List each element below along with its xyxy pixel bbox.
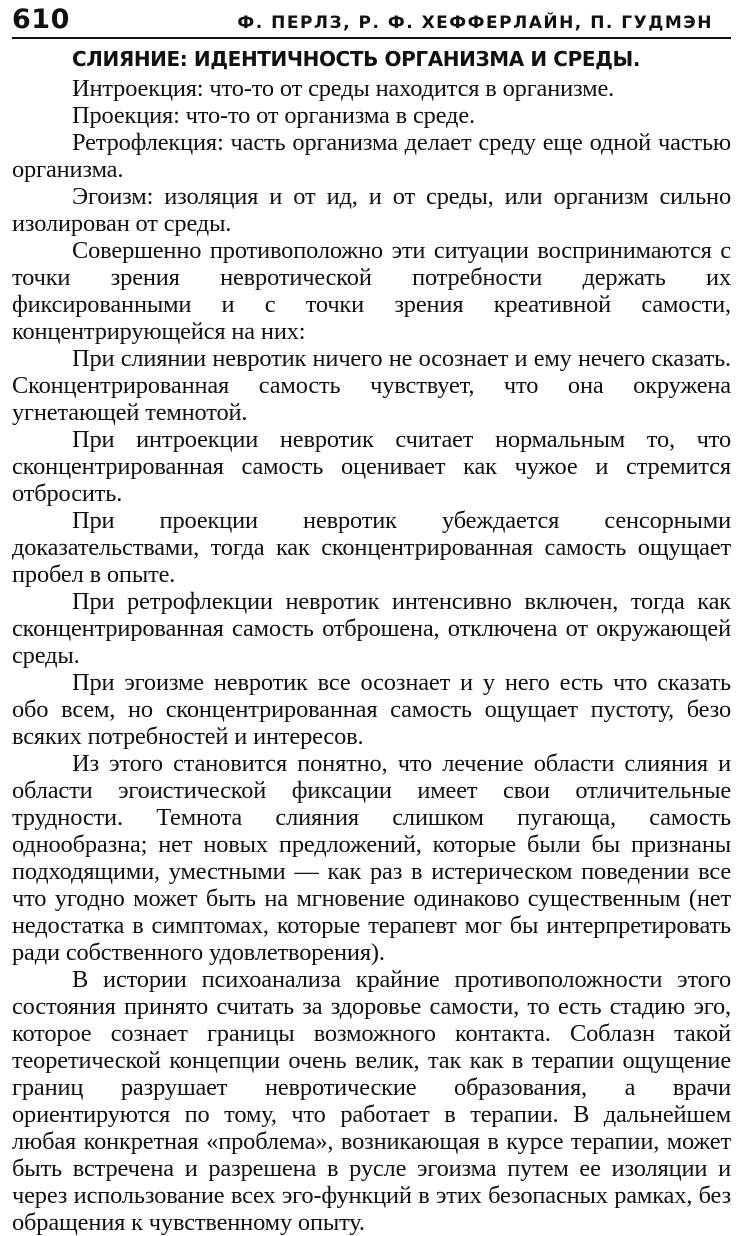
body-text <box>12 75 731 1236</box>
paragraph-introjection: Интроекция: что-то от среды находится в организме. <box>72 75 615 102</box>
page-number: 610 <box>12 4 70 35</box>
paragraph-retroflection-neurotic: При ретрофлекции невротик интенсивно включен, тогда как сконцентрированная самость отброшена, отключена от окружающей среды. <box>12 588 731 669</box>
paragraph-treatment: Из этого становится понятно, что лечение области слияния и области эгоистической фиксации имеет свои отличительные трудности. Темнота слияния слишком пугающа, самость однообразна; нет новых предложений, которые были бы признаны подходящими, уместными — как раз в истерическом поведении все что угодно может быть на мгновение одинаково существенным (нет недостатка в симптомах, которые терапевт мог бы интерпретировать ради собственного удовлетворения). <box>12 750 731 966</box>
paragraph-projection: Проекция: что-то от организма в среде. <box>72 102 475 129</box>
paragraph-confluence: При слиянии невротик ничего не осознает и ему нечего сказать. Сконцентрированная самость чувствует, что она окружена угнетающей темнотой. <box>12 345 731 426</box>
paragraph-projection-neurotic: При проекции невротик убеждается сенсорными доказательствами, тогда как сконцентрированная самость ощущает пробел в опыте. <box>12 507 731 588</box>
section-heading: СЛИЯНИЕ: ИДЕНТИЧНОСТЬ ОРГАНИЗМА И СРЕДЫ. <box>72 47 641 71</box>
paragraph-egotism: Эгоизм: изоляция и от ид, и от среды, или организм сильно изолирован от среды. <box>12 183 731 237</box>
paragraph-retroflection: Ретрофлекция: часть организма делает среду еще одной частью организма. <box>12 129 731 183</box>
running-header-authors: Ф. ПЕРЛЗ, Р. Ф. ХЕФФЕРЛАЙН, П. ГУДМЭН <box>237 13 713 33</box>
running-header <box>12 0 731 39</box>
paragraph-introjection-neurotic: При интроекции невротик считает нормальным то, что сконцентрированная самость оценивает как чужое и стремится отбросить. <box>12 426 731 507</box>
paragraph-psychoanalysis-history: В истории психоанализа крайние противоположности этого состояния принято считать за здоровье самости, то есть стадию эго, которое сознает границы возможного контакта. Соблазн такой теоретической концепции очень велик, так как в терапии ощущение границ разрушает невротические образования, а врачи ориентируются по тому, что работает в терапии. В дальнейшем любая конкретная «проблема», возникающая в курсе терапии, может быть встречена и разрешена в русле эгоизма путем ее изоляции и через использование всех эго-функций в этих безопасных рамках, без обращения к чувственному опыту. <box>12 966 731 1236</box>
paragraph-opposite-view: Совершенно противоположно эти ситуации воспринимаются с точки зрения невротической потребности держать их фиксированными и с точки зрения креативной самости, концентрирующейся на них: <box>12 237 731 345</box>
paragraph-egotism-neurotic: При эгоизме невротик все осознает и у него есть что сказать обо всем, но сконцентрированная самость ощущает пустоту, безо всяких потребностей и интересов. <box>12 669 731 750</box>
